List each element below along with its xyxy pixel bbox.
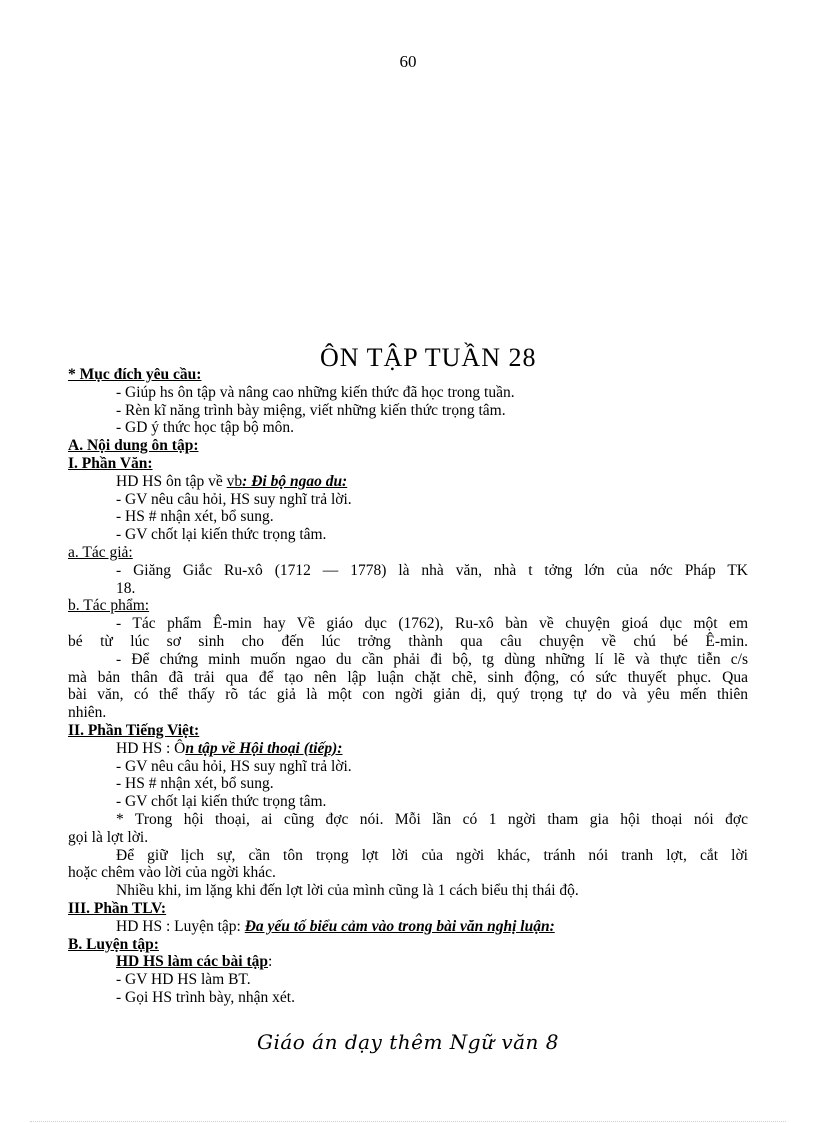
- part2-intro: [68, 740, 748, 758]
- work-p1-line-1: - Tác phẩm Ê-min hay Về giáo dục (1762), Ru-xô bàn về chuyện gioá dục một em: [116, 615, 748, 633]
- section-b-sub-heading: HD HS làm các bài tập: [116, 953, 268, 971]
- part1-intro-title: : Đi bộ ngao du:: [242, 472, 348, 490]
- author-line-1: - Giăng Giắc Ru-xô (1712 — 1778) là nhà văn, nhà t tởng lớn của nớc Pháp TK: [116, 561, 748, 579]
- purpose-item-2: - Rèn kĩ năng trình bày miệng, viết những kiến thức trọng tâm.: [116, 401, 506, 419]
- purpose-item-3: - GD ý thức học tập bộ môn.: [116, 419, 295, 437]
- part2-note1-line-2: gọi là lợt lời.: [68, 828, 149, 846]
- purpose-heading: * Mục đích yêu cầu:: [68, 366, 202, 383]
- part3-intro: [68, 918, 748, 936]
- part3-heading: III. Phần TLV:: [68, 899, 167, 917]
- part2-note3: Nhiều khi, im lặng khi đến lợt lời của mình cũng là 1 cách biểu thị thái độ.: [116, 882, 579, 900]
- part3-intro-prefix: HD HS : Luyện tập:: [116, 917, 245, 935]
- part1-intro-prefix: HD HS ôn tập về: [116, 472, 227, 490]
- section-b-heading: B. Luyện tập:: [68, 935, 159, 953]
- work-heading: b. Tác phẩm:: [68, 597, 150, 615]
- author-line-2: 18.: [116, 579, 136, 597]
- document-body: [68, 366, 748, 1007]
- section-b-step-2: - Gọi HS trình bày, nhận xét.: [116, 988, 295, 1006]
- page-footer: Giáo án dạy thêm Ngữ văn 8: [256, 1030, 560, 1054]
- part1-intro-vb: vb: [226, 472, 243, 490]
- author-heading: a. Tác giả:: [68, 543, 133, 561]
- part1-step-3: - GV chốt lại kiến thức trọng tâm.: [116, 526, 327, 544]
- page-number: 60: [399, 52, 417, 71]
- part3-intro-title: Đa yếu tố biểu cảm vào trong bài văn nghị luận:: [244, 917, 555, 935]
- part1-intro: [68, 473, 748, 491]
- part1-step-1: - GV nêu câu hỏi, HS suy nghĩ trả lời.: [116, 490, 352, 508]
- section-b-sub-colon: :: [268, 953, 273, 971]
- part2-note1-line-1: * Trong hội thoại, ai cũng đợc nói. Mỗi lần có 1 ngời tham gia hội thoại nói đợc: [116, 810, 748, 828]
- work-p1-line-2: bé từ lúc sơ sinh cho đến lúc trởng thành qua câu chuyện về chú bé Ê-min.: [68, 632, 748, 650]
- part2-step-2: - HS # nhận xét, bổ sung.: [116, 775, 274, 793]
- work-p2-line-4: nhiên.: [68, 704, 107, 722]
- part2-step-3: - GV chốt lại kiến thức trọng tâm.: [116, 793, 327, 811]
- part1-heading: I. Phần Văn:: [68, 454, 153, 472]
- section-a-heading: A. Nội dung ôn tập:: [68, 437, 199, 455]
- work-p2-line-3: bài văn, có thể thấy rõ tác giả là một con ngời giản dị, quý trọng tự do và yêu mến thiên: [68, 686, 748, 704]
- page-title: ÔN TẬP TUẦN 28: [320, 343, 537, 372]
- section-b-step-1: - GV HD HS làm BT.: [116, 971, 251, 989]
- work-p2-line-1: - Để chứng minh muốn ngao du cần phải đi bộ, tg dùng những lí lẽ và thực tiễn c/s: [116, 650, 748, 668]
- purpose-item-1: - Giúp hs ôn tập và nâng cao những kiến thức đã học trong tuần.: [116, 383, 515, 401]
- part2-note2-line-1: Để giữ lịch sự, cần tôn trọng lợt lời của ngời khác, tránh nói tranh lợt, cắt lời: [116, 846, 748, 864]
- part1-step-2: - HS # nhận xét, bổ sung.: [116, 508, 274, 526]
- section-b-sub: [68, 953, 748, 971]
- part2-intro-title: n tập về Hội thoại (tiếp):: [185, 739, 343, 757]
- work-p2-line-2: mà bản thân đã trải qua để tạo nên lập luận chặt chẽ, sinh động, có sức thuyết phục. Qua: [68, 668, 748, 686]
- part2-note2-line-2: hoặc chêm vào lời của ngời khác.: [68, 864, 276, 882]
- part2-intro-prefix: HD HS : Ô: [116, 739, 186, 757]
- page-edge-divider: [30, 1121, 786, 1122]
- part2-heading: II. Phần Tiếng Việt:: [68, 721, 200, 739]
- part2-step-1: - GV nêu câu hỏi, HS suy nghĩ trả lời.: [116, 757, 352, 775]
